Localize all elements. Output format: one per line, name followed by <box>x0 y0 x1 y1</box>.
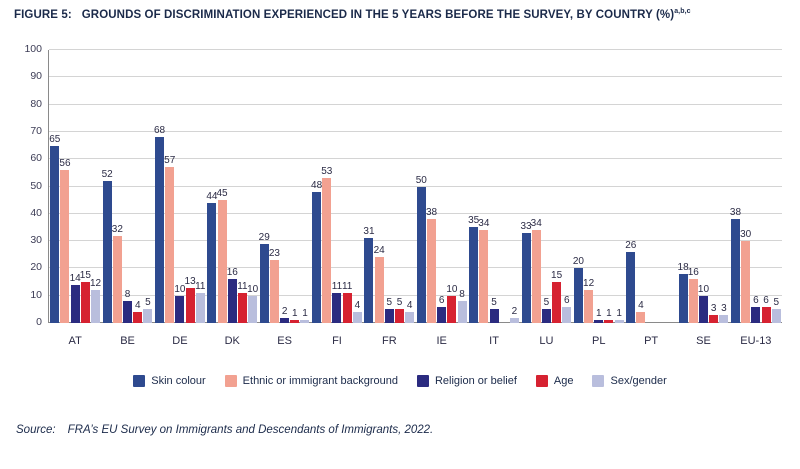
y-axis-tick-label: 50 <box>30 179 42 192</box>
bar-value-label: 32 <box>111 223 123 235</box>
bar[interactable] <box>604 308 613 323</box>
bar-value-label: 65 <box>49 133 61 145</box>
bar-value-label: 33 <box>520 220 532 232</box>
bar-slot <box>143 50 152 323</box>
bar-slot <box>667 50 676 323</box>
bar-groups <box>49 50 782 347</box>
bar-group <box>311 50 363 347</box>
bar[interactable] <box>290 308 299 323</box>
bar-value-label: 5 <box>396 297 403 309</box>
bar-slot <box>50 50 59 323</box>
bar-value-label: 5 <box>145 297 151 309</box>
bar-slot <box>479 50 488 323</box>
bar-slot <box>228 50 237 323</box>
bar[interactable] <box>111 223 123 323</box>
bar[interactable] <box>625 240 637 323</box>
y-axis-tick-label: 20 <box>30 261 42 274</box>
bar-value-label: 8 <box>459 289 465 301</box>
bar-chart <box>14 40 786 365</box>
bar[interactable] <box>89 278 102 323</box>
bar[interactable] <box>258 231 270 323</box>
bar-value-label: 6 <box>438 294 445 306</box>
bar[interactable] <box>677 261 689 323</box>
bar-slot <box>248 50 257 323</box>
bar-slot <box>175 50 184 323</box>
bar-value-label: 3 <box>721 302 727 314</box>
bar-slot <box>709 50 718 323</box>
bar[interactable] <box>69 272 81 323</box>
x-axis-category-label: DE <box>172 335 188 347</box>
bar[interactable] <box>446 283 458 323</box>
bar[interactable] <box>174 283 186 323</box>
bar-slot <box>731 50 740 323</box>
bar-slot <box>636 50 645 323</box>
bar-value-label: 10 <box>174 283 186 295</box>
bar-value-label: 3 <box>710 302 717 314</box>
bar[interactable] <box>300 308 309 323</box>
bar-slot <box>103 50 112 323</box>
bar-value-label: 6 <box>763 294 769 306</box>
bar-slot <box>699 50 708 323</box>
bar-value-label: 1 <box>616 308 622 320</box>
bar-slot <box>562 50 571 323</box>
bar[interactable] <box>280 305 289 323</box>
bar-slot <box>165 50 174 323</box>
bar-value-label: 1 <box>302 308 308 320</box>
y-axis-tick-label: 100 <box>24 43 42 55</box>
bar-slot <box>133 50 142 323</box>
source-label: Source: <box>16 424 56 436</box>
bar-value-label: 11 <box>237 280 248 292</box>
x-axis-category-label: LU <box>539 335 554 347</box>
x-axis-category-label: AT <box>68 335 82 347</box>
bar[interactable] <box>237 280 248 323</box>
bar-value-label: 8 <box>124 289 131 301</box>
bar-slot <box>385 50 394 323</box>
bar-group <box>258 50 310 347</box>
x-axis-category-label: ES <box>277 335 292 347</box>
bar-group <box>520 50 572 347</box>
bar-slot <box>270 50 279 323</box>
bar-slot <box>741 50 750 323</box>
bar-slot <box>542 50 551 323</box>
bar[interactable] <box>143 297 152 323</box>
bar-value-label: 30 <box>740 229 752 241</box>
bar[interactable] <box>311 179 323 323</box>
bar-slot <box>427 50 436 323</box>
x-axis-category-label: FR <box>381 335 397 347</box>
bar-value-label: 4 <box>354 300 361 312</box>
bar-value-label: 31 <box>363 226 375 238</box>
bar-value-label: 34 <box>530 218 542 230</box>
bar-value-label: 12 <box>583 278 595 290</box>
bar[interactable] <box>583 278 595 323</box>
bar-group <box>206 50 259 347</box>
bar[interactable] <box>425 207 438 323</box>
bar-value-label: 34 <box>478 218 490 230</box>
bar-slot <box>332 50 341 323</box>
legend-label: Age <box>553 375 574 387</box>
bar[interactable] <box>772 297 781 323</box>
bar[interactable] <box>395 297 404 323</box>
y-axis-tick-label: 60 <box>30 152 42 165</box>
bar[interactable] <box>353 300 362 323</box>
bar[interactable] <box>79 270 91 323</box>
bar-slot <box>71 50 80 323</box>
bar[interactable] <box>478 218 490 323</box>
bar-slot <box>719 50 728 323</box>
bar[interactable] <box>331 280 343 323</box>
x-axis-category-label: DK <box>224 335 240 347</box>
bar-value-label: 18 <box>677 261 689 273</box>
y-axis-tick-label: 40 <box>30 206 42 219</box>
bar-group <box>415 50 468 347</box>
bar-value-label: 6 <box>564 294 570 306</box>
chart-legend <box>0 375 800 387</box>
bar-value-label: 4 <box>134 300 141 312</box>
bar-slot <box>679 50 688 323</box>
bar[interactable] <box>268 248 280 323</box>
bar[interactable] <box>247 283 259 323</box>
bar-value-label: 10 <box>697 283 710 295</box>
bar-slot <box>522 50 531 323</box>
bar-slot <box>395 50 404 323</box>
bar[interactable] <box>101 169 113 323</box>
bar-slot <box>280 50 289 323</box>
bar[interactable] <box>153 125 166 323</box>
y-axis-tick-label: 70 <box>30 124 42 137</box>
bar[interactable] <box>542 297 551 323</box>
bar[interactable] <box>458 289 467 323</box>
bar-slot <box>626 50 635 323</box>
figure-title-text: GROUNDS OF DISCRIMINATION EXPERIENCED IN THE 5 YEARS BEFORE THE SURVEY, BY COUNTRY (%) <box>81 8 675 21</box>
bar-value-label: 2 <box>281 305 288 317</box>
source-note <box>16 424 433 436</box>
bar-slot <box>186 50 195 323</box>
bar-group <box>677 50 729 347</box>
figure-title <box>14 8 691 21</box>
x-axis-category-label: IE <box>436 335 447 347</box>
bar[interactable] <box>385 297 394 323</box>
bar[interactable] <box>468 215 480 323</box>
bar-slot <box>364 50 373 323</box>
x-axis-category-label: BE <box>120 335 135 347</box>
bar-slot <box>689 50 698 323</box>
bar[interactable] <box>195 280 206 323</box>
bar-value-label: 1 <box>595 308 602 320</box>
bar-value-label: 5 <box>491 297 497 309</box>
bar[interactable] <box>321 166 333 323</box>
bar-slot <box>322 50 331 323</box>
bar-slot <box>300 50 309 323</box>
bar[interactable] <box>530 218 542 323</box>
bar-value-label: 10 <box>247 283 259 295</box>
bar-value-label: 20 <box>572 256 584 268</box>
legend-swatch <box>592 375 604 387</box>
bar[interactable] <box>437 294 446 323</box>
bar-slot <box>772 50 781 323</box>
legend-item[interactable] <box>417 375 517 387</box>
bar[interactable] <box>405 300 414 323</box>
bar[interactable] <box>615 308 624 323</box>
bar-value-label: 4 <box>638 300 644 312</box>
y-axis-tick-label: 80 <box>30 97 42 110</box>
x-axis-category-label: FI <box>332 335 342 347</box>
bar-slot <box>290 50 299 323</box>
bar-slot <box>91 50 100 323</box>
bar-value-label: 5 <box>543 297 550 309</box>
bar-value-label: 16 <box>687 267 699 279</box>
bar[interactable] <box>133 300 142 323</box>
bar-slot <box>647 50 656 323</box>
x-axis-category-label: PT <box>644 335 659 347</box>
bar-value-label: 56 <box>59 158 71 170</box>
x-axis-category-label: SE <box>696 335 711 347</box>
bar-slot <box>312 50 321 323</box>
bar-value-label: 11 <box>341 280 353 292</box>
bar-slot <box>60 50 69 323</box>
legend-item[interactable] <box>225 375 398 387</box>
bar-value-label: 24 <box>373 245 385 257</box>
legend-label: Ethnic or immigrant background <box>242 375 398 387</box>
y-axis-tick-label: 90 <box>30 70 42 83</box>
bar-value-label: 35 <box>468 215 480 227</box>
bar[interactable] <box>226 267 238 323</box>
legend-label: Sex/gender <box>610 375 667 387</box>
bar-value-label: 52 <box>101 169 113 181</box>
y-axis-tick-label: 0 <box>36 316 42 328</box>
bar-slot <box>155 50 164 323</box>
figure-number: FIGURE 5: <box>14 8 72 21</box>
bar-slot <box>260 50 269 323</box>
source-text: FRA’s EU Survey on Immigrants and Descendants of Immigrants, 2022. <box>67 424 434 436</box>
x-axis-category-label: PL <box>592 335 606 347</box>
bar-value-label: 15 <box>79 270 91 282</box>
legend-swatch <box>417 375 429 387</box>
bar-value-label: 50 <box>415 174 427 186</box>
bar-slot <box>207 50 216 323</box>
bar-slot <box>510 50 519 323</box>
bar-slot <box>500 50 509 323</box>
bar-value-label: 13 <box>184 275 196 287</box>
bar-value-label: 45 <box>216 188 228 200</box>
bar-value-label: 23 <box>268 248 280 260</box>
bar-slot <box>490 50 499 323</box>
bar-group <box>468 50 520 347</box>
bar-slot <box>604 50 613 323</box>
legend-swatch <box>225 375 237 387</box>
bar[interactable] <box>184 275 196 323</box>
bar-value-label: 14 <box>69 272 81 284</box>
bar-value-label: 5 <box>773 297 779 309</box>
bar-value-label: 57 <box>164 155 176 167</box>
bar-value-label: 15 <box>551 270 563 282</box>
bar[interactable] <box>562 294 571 323</box>
bar-value-label: 6 <box>753 294 759 306</box>
legend-item[interactable] <box>592 375 666 387</box>
bar-slot <box>353 50 362 323</box>
bar[interactable] <box>751 294 760 323</box>
bar[interactable] <box>123 289 132 323</box>
bar[interactable] <box>729 207 742 323</box>
bar[interactable] <box>164 155 176 323</box>
x-axis-category-label: IT <box>489 335 499 347</box>
legend-item[interactable] <box>536 375 574 387</box>
bar-value-label: 38 <box>425 207 438 219</box>
bar-value-label: 16 <box>226 267 238 279</box>
bar-value-label: 5 <box>386 297 393 309</box>
bar[interactable] <box>49 133 61 323</box>
bar[interactable] <box>363 226 375 323</box>
bar-slot <box>751 50 760 323</box>
bar[interactable] <box>490 297 499 323</box>
bar-group <box>572 50 625 347</box>
bar[interactable] <box>341 280 353 323</box>
y-axis-tick-label: 30 <box>30 234 42 247</box>
bar[interactable] <box>594 308 603 323</box>
plot-area <box>24 43 782 347</box>
bar-slot <box>437 50 446 323</box>
bar[interactable] <box>510 305 519 323</box>
bar-value-label: 53 <box>321 166 333 178</box>
bar[interactable] <box>551 270 563 323</box>
y-axis-tick-label: 10 <box>30 288 42 301</box>
bar-value-label: 68 <box>153 125 166 137</box>
bar[interactable] <box>740 229 752 323</box>
bar-value-label: 26 <box>625 240 637 252</box>
bar-value-label: 1 <box>292 308 298 320</box>
bar[interactable] <box>697 283 710 323</box>
bar[interactable] <box>206 190 218 323</box>
bar-group <box>729 50 782 347</box>
bar-slot <box>81 50 90 323</box>
bar-value-label: 4 <box>406 300 413 312</box>
bar-slot <box>552 50 561 323</box>
bar-slot <box>762 50 771 323</box>
bar-slot <box>458 50 467 323</box>
bar-group <box>101 50 153 347</box>
bar-slot <box>238 50 247 323</box>
bar-group <box>363 50 415 347</box>
bar-slot <box>584 50 593 323</box>
bar-slot <box>196 50 205 323</box>
legend-label: Religion or belief <box>434 375 517 387</box>
bar-group <box>625 50 677 347</box>
bar[interactable] <box>59 158 71 323</box>
bar[interactable] <box>709 302 718 323</box>
bar-slot <box>574 50 583 323</box>
x-axis-category-label: EU-13 <box>740 335 772 347</box>
bar-group <box>153 50 206 347</box>
bar-value-label: 48 <box>311 179 323 191</box>
bar-slot <box>343 50 352 323</box>
bar-slot <box>218 50 227 323</box>
bar-value-label: 12 <box>89 278 102 290</box>
bar[interactable] <box>373 245 385 323</box>
bar-value-label: 10 <box>446 283 458 295</box>
legend-label: Skin colour <box>151 375 206 387</box>
bar[interactable] <box>572 256 584 323</box>
bar-value-label: 44 <box>206 190 218 202</box>
legend-item[interactable] <box>133 375 205 387</box>
bar[interactable] <box>719 302 728 323</box>
bar[interactable] <box>415 174 427 324</box>
bar-value-label: 1 <box>606 308 612 320</box>
bar-group <box>49 50 102 347</box>
bar-slot <box>405 50 414 323</box>
bar-slot <box>657 50 666 323</box>
figure-title-superscript: a,b,c <box>674 8 691 15</box>
bar-slot <box>532 50 541 323</box>
bar-slot <box>594 50 603 323</box>
bar[interactable] <box>216 188 228 323</box>
bar-value-label: 2 <box>511 305 518 317</box>
bar-slot <box>123 50 132 323</box>
bar[interactable] <box>762 294 771 323</box>
bar-slot <box>417 50 426 323</box>
bar[interactable] <box>520 220 532 323</box>
legend-swatch <box>133 375 145 387</box>
bar-slot <box>447 50 456 323</box>
bar-value-label: 29 <box>258 231 270 243</box>
legend-swatch <box>536 375 548 387</box>
bar-slot <box>375 50 384 323</box>
bar-slot <box>469 50 478 323</box>
bar[interactable] <box>687 267 699 323</box>
bar-slot <box>113 50 122 323</box>
bar[interactable] <box>636 300 645 323</box>
bar-value-label: 38 <box>729 207 742 219</box>
bar-value-label: 11 <box>195 280 206 292</box>
bar-value-label: 11 <box>331 280 343 292</box>
bar-slot <box>615 50 624 323</box>
